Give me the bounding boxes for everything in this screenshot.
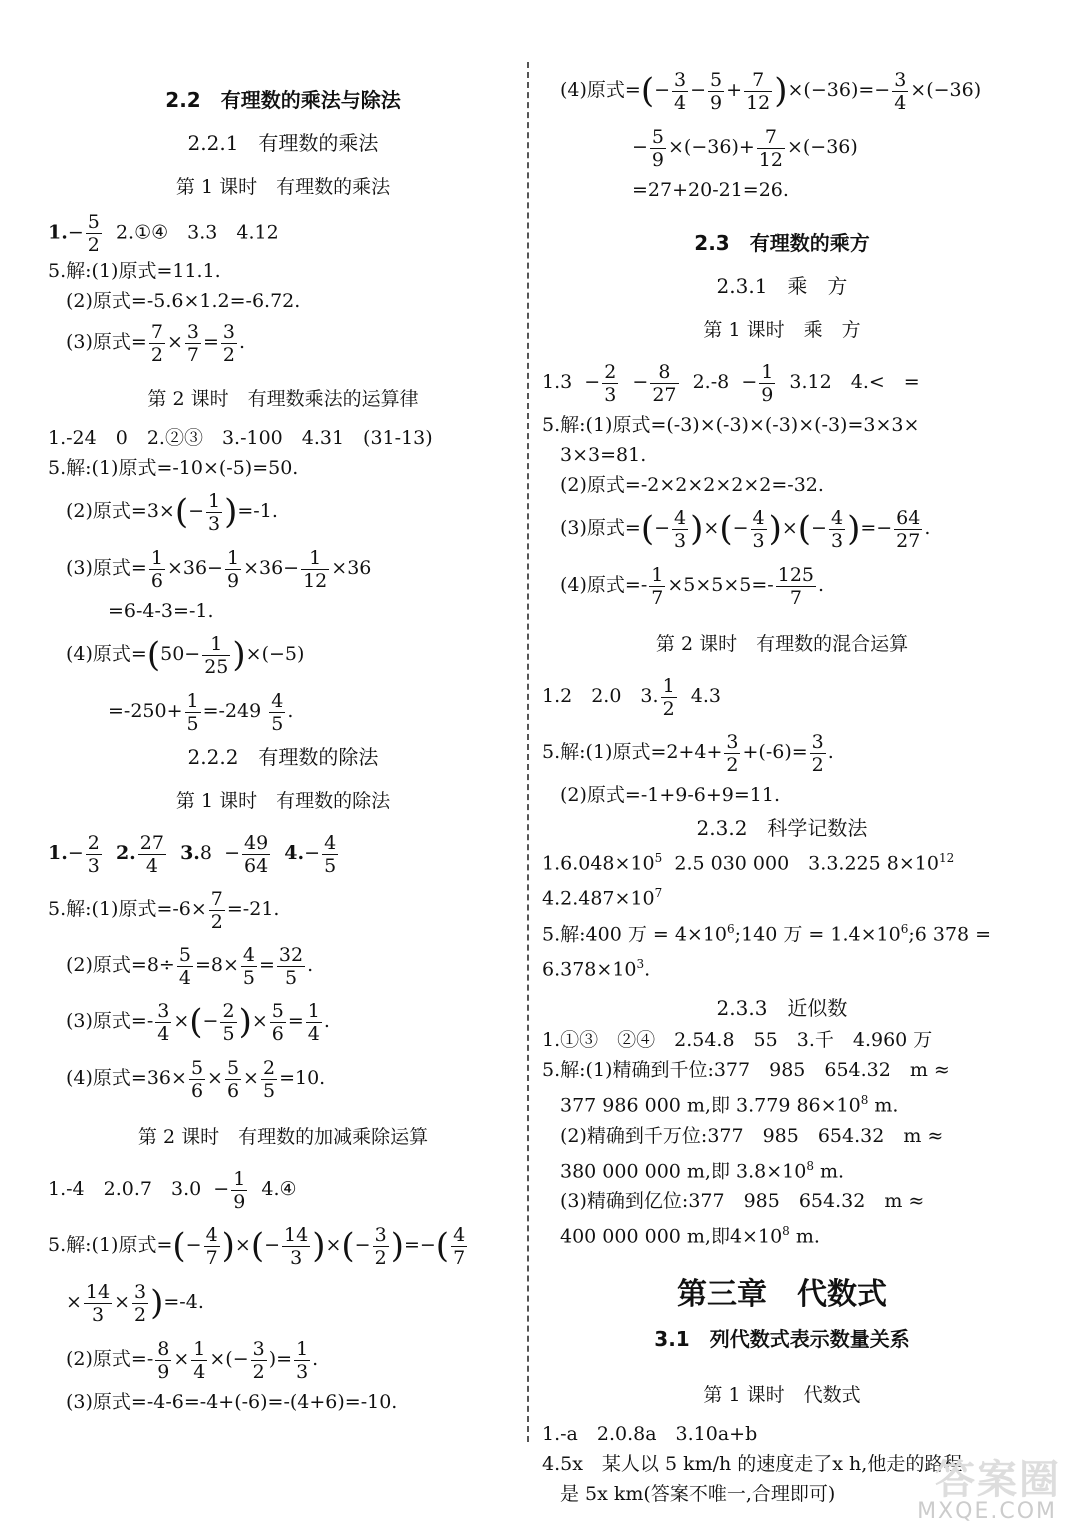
answer-line: × $\frac{14}{3}$ × $\frac{3}{2}$ )=-4.	[66, 1280, 204, 1326]
answer-line: $4.2.487\times 10^7$	[542, 886, 663, 910]
subsection-heading: 2.3.2 科学记数法	[696, 816, 868, 840]
answer-line: (2)原式=-5.6×1.2=-6.72.	[66, 290, 301, 312]
answer-line: (2)精确到千万位:377 985 654.32 m ≈	[560, 1124, 944, 1147]
answer-line: (2)原式=3×(− $\frac{1}{3}$ )=-1.	[66, 489, 278, 535]
answer-line: 是 5x km(答案不唯一,合理即可)	[560, 1483, 836, 1506]
answer-line: 400 000 000 m,即$4\times 10^8$ m.	[560, 1223, 820, 1248]
answer-line: (4)原式=(− $\frac{3}{4}$ − $\frac{5}{9}$ + $\frac{7}{12}$ )×(−36)=− $\frac{3}{4}$ ×(−36)	[560, 68, 982, 114]
lesson-heading: 第 1 课时 乘 方	[703, 319, 861, 341]
answer-line: (2)原式=-1+9-6+9=11.	[560, 784, 781, 806]
answer-line: (4)原式=- $\frac{1}{7}$ ×5×5×5=- $\frac{125}{7}$ .	[560, 563, 825, 609]
lesson-heading: 第 1 课时 代数式	[703, 1384, 861, 1407]
answer-line: (3)原式= $\frac{1}{6}$ ×36− $\frac{1}{9}$ ×36− $\frac{1}{12}$ ×36	[66, 546, 372, 592]
watermark-logo: 答案圈 MXQE.COM	[917, 1457, 1061, 1524]
answer-line: =-250+ $\frac{1}{5}$ =-249 $\frac{4}{5}$ .	[108, 689, 294, 735]
answer-line: − $\frac{5}{9}$ ×(−36)+ $\frac{7}{12}$ ×(−36)	[632, 125, 858, 171]
answer-line: (3)原式=- $\frac{3}{4}$ ×(− $\frac{2}{5}$ )× $\frac{5}{6}$ = $\frac{1}{4}$ .	[66, 999, 330, 1045]
answer-line: 5.解:(1)原式=-6× $\frac{7}{2}$ =-21.	[48, 887, 280, 933]
column-divider	[527, 62, 529, 1442]
answer-line: 1.3 − $\frac{2}{3}$ − $\frac{8}{27}$ 2.-8 − $\frac{1}{9}$ 3.12 4.< =	[542, 360, 920, 406]
right-column	[542, 62, 1022, 1509]
left-column	[48, 60, 518, 1417]
lesson-heading: 第 2 课时 有理数的加减乘除运算	[137, 1126, 429, 1148]
answer-line: 1.2 2.0 3. $\frac{1}{2}$ 4.3	[542, 674, 721, 720]
lesson-heading: 第 1 课时 有理数的乘法	[175, 176, 391, 198]
answer-line: $1.6.048\times 10^5$ 2.5 030 000 3.3.225 $8\times 10^{12}$	[542, 851, 955, 875]
answer-line: $6.378\times 10^3$.	[542, 956, 651, 981]
answer-line: (2)原式=-2×2×2×2×2=-32.	[560, 474, 824, 496]
section-heading: 2.2 有理数的乘法与除法	[165, 88, 401, 112]
answer-line: 1.− $\frac{2}{3}$ 2. $\frac{27}{4}$ 3.8 − $\frac{49}{64}$ 4.− $\frac{4}{5}$	[48, 831, 337, 877]
answer-line: (4)原式=(50− $\frac{1}{25}$ )×(−5)	[66, 632, 305, 678]
answer-line: 1.-4 2.0.7 3.0 − $\frac{1}{9}$ 4.④	[48, 1167, 297, 1213]
answer-line: (2)原式=8÷ $\frac{5}{4}$ =8× $\frac{4}{5}$ = $\frac{32}{5}$ .	[66, 943, 314, 989]
answer-line: 1.-24 0 2.②③ 3.-100 4.31 (31-13)	[48, 427, 433, 449]
answer-line: 5.解:(1)精确到千位:377 985 654.32 m ≈	[542, 1059, 950, 1082]
subsection-heading: 2.2.1 有理数的乘法	[187, 131, 379, 155]
answer-line: (3)原式=(− $\frac{4}{3}$ )×(− $\frac{4}{3}$ )×(− $\frac{4}{3}$ )=− $\frac{64}{27}$ .	[560, 506, 931, 552]
answer-line: 5.解:(1)原式=(-3)×(-3)×(-3)×(-3)=3×3×	[542, 414, 920, 436]
answer-line: 5.解:(1)原式=-10×(-5)=50.	[48, 457, 299, 479]
answer-line: (4)原式=36× $\frac{5}{6}$ × $\frac{5}{6}$ × $\frac{2}{5}$ =10.	[66, 1056, 326, 1102]
section-heading: 3.1 列代数式表示数量关系	[654, 1327, 910, 1352]
answer-line: 5.解:(1)原式=11.1.	[48, 260, 221, 282]
answer-line: 5.解:(1)原式=(− $\frac{4}{7}$ )×(− $\frac{14}{3}$ )×(− $\frac{3}{2}$ )=−( $\frac{4}{7}$	[48, 1223, 466, 1269]
answer-line: (3)精确到亿位:377 985 654.32 m ≈	[560, 1189, 925, 1212]
chapter-heading: 第三章 代数式	[677, 1277, 887, 1313]
answer-line: 377 986 000 m,即 3.779 $86\times 10^8$ m.	[560, 1093, 899, 1117]
answer-line: 3×3=81.	[560, 444, 647, 466]
answer-line: (3)原式=-4-6=-4+(-6)=-(4+6)=-10.	[66, 1391, 398, 1413]
answer-line: 5.解:400 万 = $4\times 10^6;140$ 万 = $1.4\times 10^6;6$ 378 =	[542, 921, 992, 945]
answer-line: 1.-a 2.0.8a 3.10a+b	[542, 1423, 758, 1446]
subsection-heading: 2.3.3 近似数	[716, 996, 848, 1021]
answer-line: 5.解:(1)原式=2+4+ $\frac{3}{2}$ +(-6)= $\frac{3}{2}$ .	[542, 730, 834, 776]
lesson-heading: 第 2 课时 有理数的混合运算	[655, 633, 909, 655]
subsection-heading: 2.2.2 有理数的除法	[187, 745, 379, 769]
answer-line: 1.①③ ②④ 2.54.8 55 3.千 4.960 万	[542, 1029, 933, 1052]
lesson-heading: 第 1 课时 有理数的除法	[175, 790, 391, 812]
subsection-heading: 2.3.1 乘 方	[716, 274, 848, 298]
answer-line: =27+20-21=26.	[632, 179, 789, 201]
answer-line: (3)原式= $\frac{7}{2}$ × $\frac{3}{7}$ = $\frac{3}{2}$ .	[66, 320, 246, 366]
answer-line: 380 000 000 m,即 $3.8\times 10^8$ m.	[560, 1158, 845, 1182]
answer-line: (2)原式=- $\frac{8}{9}$ × $\frac{1}{4}$ ×(− $\frac{3}{2}$ )= $\frac{1}{3}$ .	[66, 1337, 319, 1383]
answer-line: 1.− $\frac{5}{2}$ 2.①④ 3.3 4.12	[48, 211, 279, 256]
answer-line: 4.5x 某人以 5 km/h 的速度走了x h,他走的路程	[542, 1453, 963, 1476]
answer-line: =6-4-3=-1.	[108, 600, 214, 622]
section-heading: 2.3 有理数的乘方	[694, 231, 870, 255]
lesson-heading: 第 2 课时 有理数乘法的运算律	[147, 388, 419, 410]
